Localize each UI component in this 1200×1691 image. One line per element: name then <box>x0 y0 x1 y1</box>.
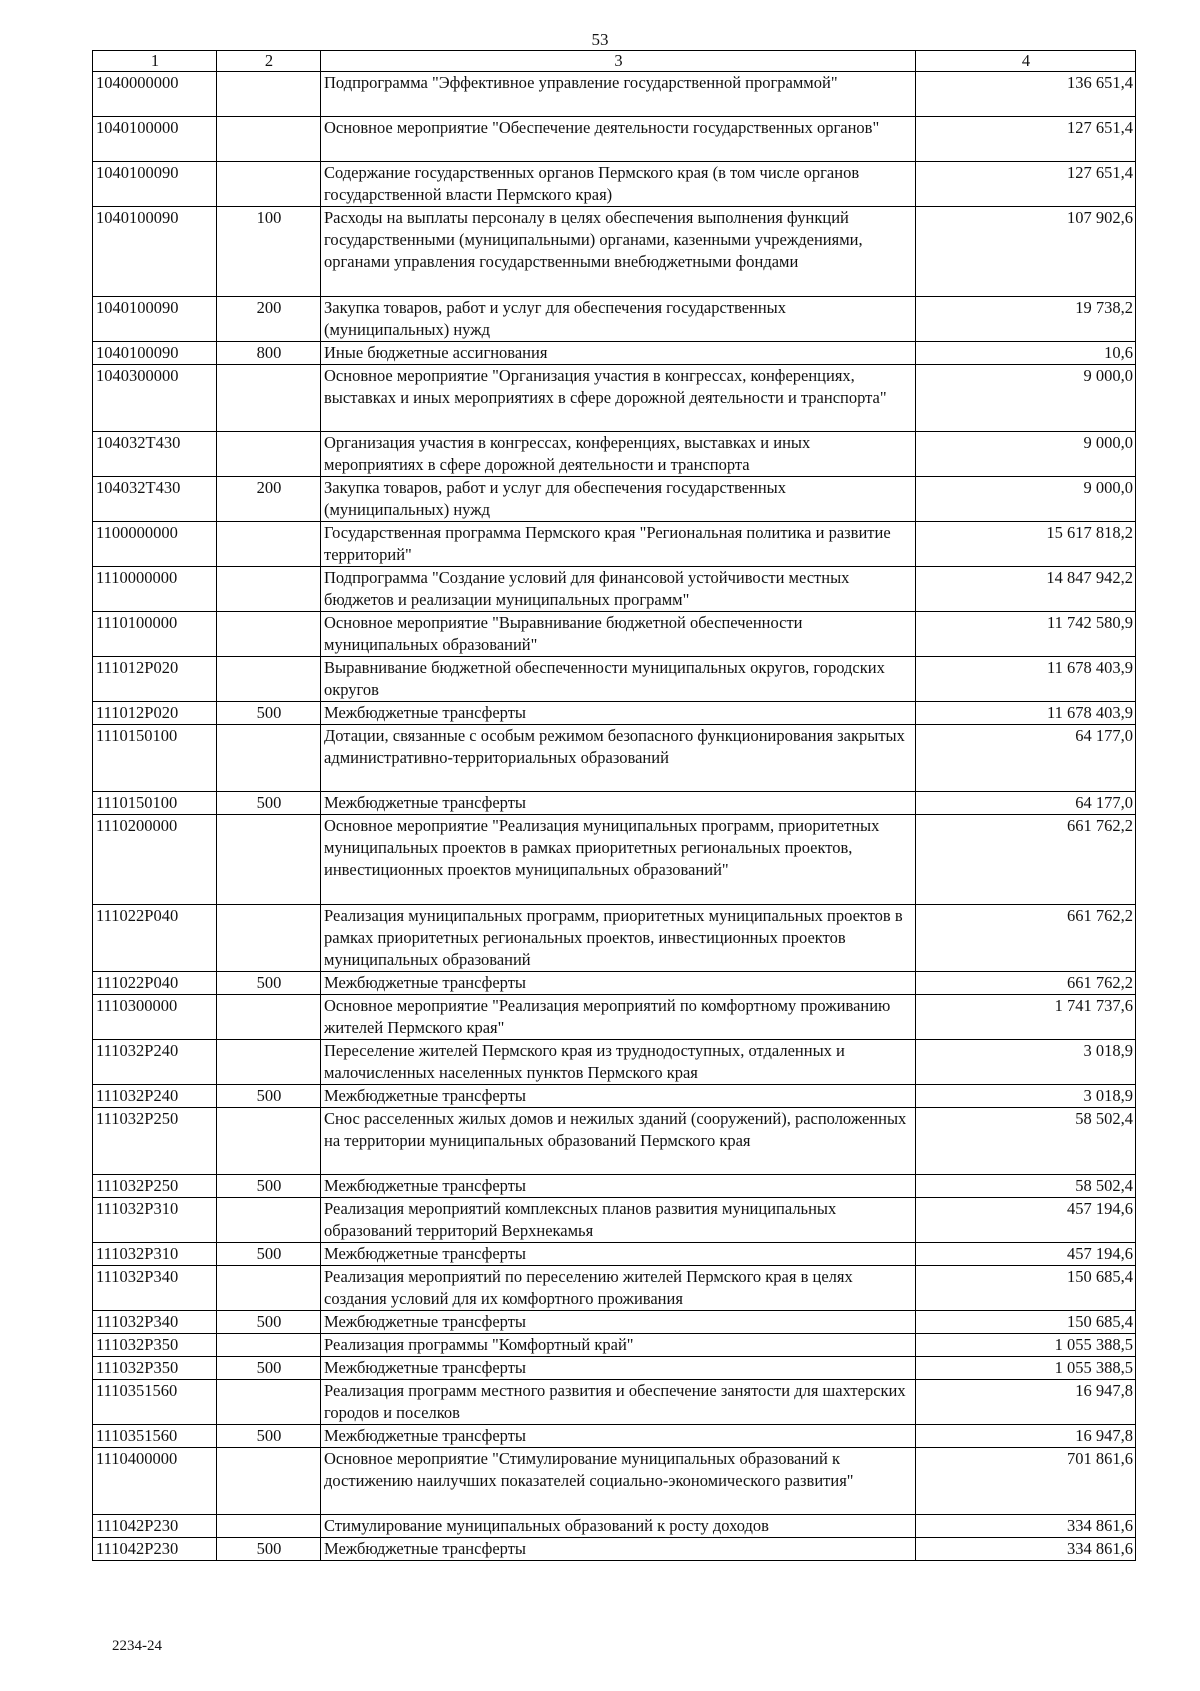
cell-amount: 661 762,2 <box>916 972 1136 995</box>
cell-amount: 16 947,8 <box>916 1425 1136 1448</box>
cell-name: Межбюджетные трансферты <box>321 1243 916 1266</box>
table-row <box>93 117 1136 162</box>
cell-expense-type: 500 <box>217 1175 321 1198</box>
cell-name: Подпрограмма "Создание условий для финансовой устойчивости местных бюджетов и реализации муниципальных программ" <box>321 567 916 612</box>
table-row <box>93 1108 1136 1175</box>
table-row <box>93 1311 1136 1334</box>
cell-code: 111032Р340 <box>93 1266 217 1311</box>
cell-code: 1040100090 <box>93 162 217 207</box>
table-header-row <box>93 51 1136 72</box>
cell-amount: 136 651,4 <box>916 72 1136 117</box>
cell-expense-type <box>217 905 321 972</box>
cell-name: Содержание государственных органов Пермского края (в том числе органов государственной власти Пермского края) <box>321 162 916 207</box>
cell-expense-type: 500 <box>217 1085 321 1108</box>
cell-expense-type <box>217 432 321 477</box>
cell-code: 1110400000 <box>93 1448 217 1515</box>
cell-expense-type <box>217 522 321 567</box>
cell-code: 111042Р230 <box>93 1538 217 1561</box>
cell-expense-type: 500 <box>217 702 321 725</box>
header-col-1: 1 <box>93 51 217 72</box>
cell-code: 111032Р250 <box>93 1175 217 1198</box>
table-body <box>93 72 1136 1561</box>
cell-amount: 11 742 580,9 <box>916 612 1136 657</box>
cell-expense-type: 500 <box>217 1311 321 1334</box>
cell-name: Реализация программы "Комфортный край" <box>321 1334 916 1357</box>
header-col-2: 2 <box>217 51 321 72</box>
cell-expense-type <box>217 725 321 792</box>
cell-amount: 15 617 818,2 <box>916 522 1136 567</box>
cell-name: Основное мероприятие "Реализация мероприятий по комфортному проживанию жителей Пермского края" <box>321 995 916 1040</box>
cell-code: 111032Р250 <box>93 1108 217 1175</box>
cell-expense-type <box>217 1108 321 1175</box>
table-row <box>93 162 1136 207</box>
cell-code: 1110150100 <box>93 725 217 792</box>
table-row <box>93 72 1136 117</box>
cell-amount: 334 861,6 <box>916 1515 1136 1538</box>
cell-expense-type <box>217 612 321 657</box>
cell-amount: 10,6 <box>916 342 1136 365</box>
cell-expense-type <box>217 365 321 432</box>
cell-expense-type <box>217 1515 321 1538</box>
cell-code: 111032Р340 <box>93 1311 217 1334</box>
cell-amount: 1 741 737,6 <box>916 995 1136 1040</box>
cell-code: 1110300000 <box>93 995 217 1040</box>
table-row <box>93 905 1136 972</box>
cell-expense-type <box>217 1448 321 1515</box>
cell-name: Реализация программ местного развития и обеспечение занятости для шахтерских городов и поселков <box>321 1380 916 1425</box>
table-row <box>93 1040 1136 1085</box>
cell-code: 111032Р310 <box>93 1198 217 1243</box>
table-row <box>93 1425 1136 1448</box>
cell-amount: 3 018,9 <box>916 1040 1136 1085</box>
cell-amount: 661 762,2 <box>916 905 1136 972</box>
cell-name: Основное мероприятие "Организация участия в конгрессах, конференциях, выставках и иных мероприятиях в сфере дорожной деятельности и транспорта" <box>321 365 916 432</box>
table-row <box>93 1266 1136 1311</box>
table-row <box>93 1515 1136 1538</box>
cell-code: 111032Р240 <box>93 1085 217 1108</box>
cell-code: 1100000000 <box>93 522 217 567</box>
cell-amount: 9 000,0 <box>916 432 1136 477</box>
cell-name: Дотации, связанные с особым режимом безопасного функционирования закрытых административно-территориальных образований <box>321 725 916 792</box>
table-row <box>93 657 1136 702</box>
cell-amount: 16 947,8 <box>916 1380 1136 1425</box>
cell-name: Межбюджетные трансферты <box>321 972 916 995</box>
cell-name: Стимулирование муниципальных образований к росту доходов <box>321 1515 916 1538</box>
cell-expense-type <box>217 117 321 162</box>
table-row <box>93 1198 1136 1243</box>
table-row <box>93 972 1136 995</box>
table-row <box>93 477 1136 522</box>
cell-amount: 1 055 388,5 <box>916 1334 1136 1357</box>
cell-expense-type: 500 <box>217 1538 321 1561</box>
cell-code: 111012Р020 <box>93 702 217 725</box>
cell-name: Межбюджетные трансферты <box>321 1538 916 1561</box>
cell-code: 1040100090 <box>93 297 217 342</box>
cell-code: 1110150100 <box>93 792 217 815</box>
table-row <box>93 522 1136 567</box>
cell-amount: 127 651,4 <box>916 117 1136 162</box>
cell-amount: 58 502,4 <box>916 1175 1136 1198</box>
cell-code: 104032Т430 <box>93 432 217 477</box>
cell-code: 111032Р240 <box>93 1040 217 1085</box>
cell-name: Государственная программа Пермского края "Региональная политика и развитие территорий" <box>321 522 916 567</box>
cell-code: 111022Р040 <box>93 972 217 995</box>
cell-name: Межбюджетные трансферты <box>321 1357 916 1380</box>
table-row <box>93 995 1136 1040</box>
table-row <box>93 297 1136 342</box>
cell-code: 111042Р230 <box>93 1515 217 1538</box>
cell-expense-type <box>217 815 321 905</box>
cell-expense-type <box>217 1198 321 1243</box>
cell-expense-type: 500 <box>217 1357 321 1380</box>
cell-name: Иные бюджетные ассигнования <box>321 342 916 365</box>
cell-name: Межбюджетные трансферты <box>321 1311 916 1334</box>
cell-name: Основное мероприятие "Реализация муниципальных программ, приоритетных муниципальных проектов в рамках приоритетных региональных проектов, инвестиционных проектов муниципальных образований" <box>321 815 916 905</box>
cell-code: 1110351560 <box>93 1425 217 1448</box>
table-row <box>93 612 1136 657</box>
cell-amount: 701 861,6 <box>916 1448 1136 1515</box>
cell-name: Реализация муниципальных программ, приоритетных муниципальных проектов в рамках приоритетных региональных проектов, инвестиционных проектов муниципальных образований <box>321 905 916 972</box>
cell-name: Межбюджетные трансферты <box>321 792 916 815</box>
cell-name: Подпрограмма "Эффективное управление государственной программой" <box>321 72 916 117</box>
cell-amount: 58 502,4 <box>916 1108 1136 1175</box>
cell-name: Межбюджетные трансферты <box>321 1085 916 1108</box>
table-row <box>93 792 1136 815</box>
cell-amount: 661 762,2 <box>916 815 1136 905</box>
cell-amount: 150 685,4 <box>916 1266 1136 1311</box>
table-row <box>93 815 1136 905</box>
cell-amount: 127 651,4 <box>916 162 1136 207</box>
cell-amount: 457 194,6 <box>916 1243 1136 1266</box>
cell-code: 1040100090 <box>93 207 217 297</box>
cell-name: Межбюджетные трансферты <box>321 702 916 725</box>
cell-name: Закупка товаров, работ и услуг для обеспечения государственных (муниципальных) нужд <box>321 477 916 522</box>
cell-expense-type <box>217 162 321 207</box>
table-row <box>93 1380 1136 1425</box>
cell-name: Переселение жителей Пермского края из труднодоступных, отдаленных и малочисленных населенных пунктов Пермского края <box>321 1040 916 1085</box>
table-row <box>93 1175 1136 1198</box>
budget-table <box>92 50 1136 1561</box>
cell-amount: 14 847 942,2 <box>916 567 1136 612</box>
cell-code: 111032Р350 <box>93 1357 217 1380</box>
table-row <box>93 1448 1136 1515</box>
header-col-3: 3 <box>321 51 916 72</box>
table-row <box>93 207 1136 297</box>
page-number: 53 <box>591 30 609 49</box>
cell-amount: 64 177,0 <box>916 792 1136 815</box>
cell-name: Расходы на выплаты персоналу в целях обеспечения выполнения функций государственными (муниципальными) органами, казенными учреждениями, органами управления государственными внебюджетными фондами <box>321 207 916 297</box>
cell-code: 1110100000 <box>93 612 217 657</box>
cell-name: Межбюджетные трансферты <box>321 1175 916 1198</box>
cell-name: Межбюджетные трансферты <box>321 1425 916 1448</box>
table-row <box>93 1334 1136 1357</box>
cell-expense-type <box>217 72 321 117</box>
cell-expense-type <box>217 567 321 612</box>
cell-name: Организация участия в конгрессах, конференциях, выставках и иных мероприятиях в сфере дорожной деятельности и транспорта <box>321 432 916 477</box>
cell-name: Основное мероприятие "Выравнивание бюджетной обеспеченности муниципальных образований" <box>321 612 916 657</box>
cell-amount: 11 678 403,9 <box>916 702 1136 725</box>
cell-code: 1110200000 <box>93 815 217 905</box>
cell-code: 111012Р020 <box>93 657 217 702</box>
cell-name: Выравнивание бюджетной обеспеченности муниципальных округов, городских округов <box>321 657 916 702</box>
cell-amount: 9 000,0 <box>916 365 1136 432</box>
cell-amount: 9 000,0 <box>916 477 1136 522</box>
table-row <box>93 365 1136 432</box>
cell-name: Реализация мероприятий по переселению жителей Пермского края в целях создания условий для их комфортного проживания <box>321 1266 916 1311</box>
cell-expense-type <box>217 1380 321 1425</box>
cell-expense-type <box>217 1334 321 1357</box>
cell-code: 1040100090 <box>93 342 217 365</box>
table-row <box>93 1085 1136 1108</box>
table-row <box>93 342 1136 365</box>
table-row <box>93 702 1136 725</box>
table-row <box>93 1538 1136 1561</box>
cell-amount: 64 177,0 <box>916 725 1136 792</box>
cell-expense-type: 200 <box>217 477 321 522</box>
cell-expense-type: 500 <box>217 972 321 995</box>
cell-amount: 107 902,6 <box>916 207 1136 297</box>
cell-amount: 19 738,2 <box>916 297 1136 342</box>
table-row <box>93 725 1136 792</box>
cell-name: Закупка товаров, работ и услуг для обеспечения государственных (муниципальных) нужд <box>321 297 916 342</box>
header-col-4: 4 <box>916 51 1136 72</box>
cell-name: Реализация мероприятий комплексных планов развития муниципальных образований территорий Верхнекамья <box>321 1198 916 1243</box>
cell-amount: 334 861,6 <box>916 1538 1136 1561</box>
cell-expense-type: 500 <box>217 792 321 815</box>
cell-amount: 3 018,9 <box>916 1085 1136 1108</box>
document-number: 2234-24 <box>112 1638 162 1654</box>
cell-code: 1040300000 <box>93 365 217 432</box>
cell-name: Основное мероприятие "Обеспечение деятельности государственных органов" <box>321 117 916 162</box>
cell-amount: 457 194,6 <box>916 1198 1136 1243</box>
cell-expense-type: 800 <box>217 342 321 365</box>
cell-expense-type: 100 <box>217 207 321 297</box>
cell-code: 111032Р350 <box>93 1334 217 1357</box>
cell-expense-type <box>217 1040 321 1085</box>
cell-code: 1040000000 <box>93 72 217 117</box>
cell-code: 111032Р310 <box>93 1243 217 1266</box>
cell-expense-type: 500 <box>217 1425 321 1448</box>
cell-code: 1110351560 <box>93 1380 217 1425</box>
cell-amount: 11 678 403,9 <box>916 657 1136 702</box>
cell-name: Снос расселенных жилых домов и нежилых зданий (сооружений), расположенных на территории муниципальных образований Пермского края <box>321 1108 916 1175</box>
table-row <box>93 567 1136 612</box>
cell-expense-type <box>217 657 321 702</box>
cell-expense-type <box>217 995 321 1040</box>
cell-code: 104032Т430 <box>93 477 217 522</box>
table-row <box>93 1243 1136 1266</box>
table-row <box>93 1357 1136 1380</box>
cell-expense-type <box>217 1266 321 1311</box>
cell-code: 111022Р040 <box>93 905 217 972</box>
cell-name: Основное мероприятие "Стимулирование муниципальных образований к достижению наилучших показателей социально-экономического развития" <box>321 1448 916 1515</box>
cell-code: 1110000000 <box>93 567 217 612</box>
cell-expense-type: 500 <box>217 1243 321 1266</box>
cell-code: 1040100000 <box>93 117 217 162</box>
cell-amount: 150 685,4 <box>916 1311 1136 1334</box>
cell-amount: 1 055 388,5 <box>916 1357 1136 1380</box>
table-row <box>93 432 1136 477</box>
cell-expense-type: 200 <box>217 297 321 342</box>
